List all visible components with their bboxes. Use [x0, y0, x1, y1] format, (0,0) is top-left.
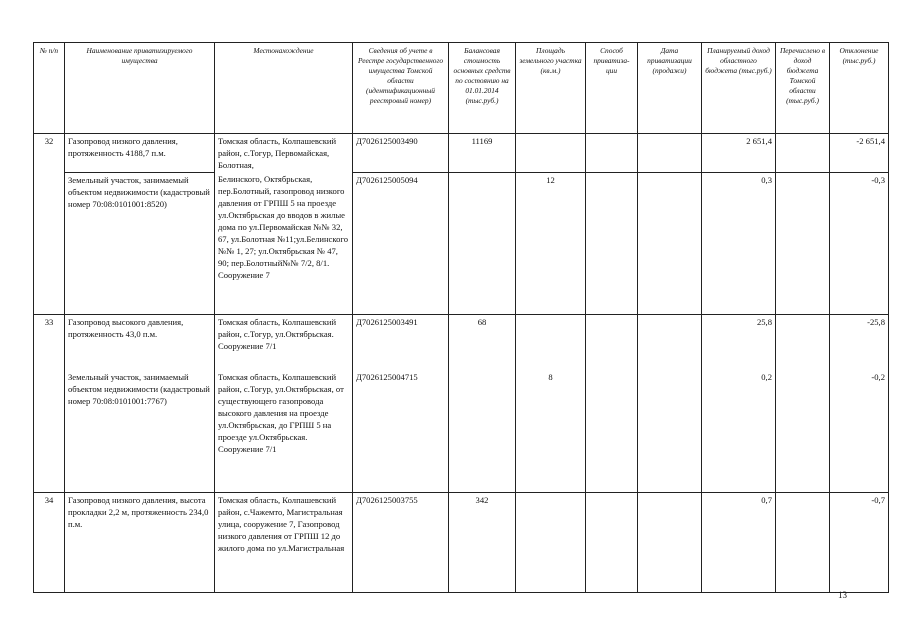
row-area — [516, 492, 586, 592]
header-location: Местонахождение — [215, 43, 353, 134]
row-date — [638, 370, 702, 492]
row-transferred — [776, 314, 830, 370]
row-name: Газопровод низкого давления, протяженность 4188,7 п.м. — [65, 134, 215, 173]
row-transferred — [776, 370, 830, 492]
row-location: Томская область, Колпашевский район, с.Чажемто, Магистральная улица, сооружение 7, Газопровод низкого давления от ГРПШ 12 до жилого дома по ул.Магистральная — [215, 492, 353, 592]
row-num — [34, 370, 65, 492]
header-name: Наименование приватизируемого имущества — [65, 43, 215, 134]
header-num: № п/п — [34, 43, 65, 134]
page-number: 13 — [838, 590, 847, 600]
row-num: 34 — [34, 492, 65, 592]
row-area: 8 — [516, 370, 586, 492]
row-planned: 25,8 — [702, 314, 776, 370]
row-balance — [449, 370, 516, 492]
row-date — [638, 134, 702, 173]
row-transferred — [776, 492, 830, 592]
row-balance: 11169 — [449, 134, 516, 173]
row-name: Земельный участок, занимаемый объектом недвижимости (кадастровый номер 70:08:0101001:7767) — [65, 370, 215, 492]
row-name: Газопровод высокого давления, протяженность 43,0 п.м. — [65, 314, 215, 370]
row-area — [516, 314, 586, 370]
row-transferred — [776, 134, 830, 173]
row-registry: Д7026125005094 — [353, 172, 449, 314]
table-row — [34, 314, 889, 370]
row-num: 32 — [34, 134, 65, 173]
header-method: Способ приватиза-ции — [586, 43, 638, 134]
row-location: Томская область, Колпашевский район, с.Тогур, ул.Октябрьская, от существующего газопровода высокого давления на проезде ул.Октябрьская, до ГРПШ 5 на проезде ул.Октябрьская. Сооружение 7/1 — [215, 370, 353, 492]
row-date — [638, 492, 702, 592]
header-planned: Планируемый доход областного бюджета (тыс.руб.) — [702, 43, 776, 134]
row-location: Томская область, Колпашевский район, с.Тогур, ул.Октябрьская. Сооружение 7/1 — [215, 314, 353, 370]
row-location: Белинского, Октябрьская, пер.Болотный, газопровод низкого давления от ГРПШ 5 на проезде ул.Октябрьская до вводов в жилые дома по ул.Первомайская №№ 32, 67, ул.Болотная №11;ул.Белинского №№ 1, 27; ул.Октябрьская № 47, 90; пер.Болотный№№ 7/2, 8/1. Сооружение 7 — [215, 172, 353, 314]
header-balance: Балансовая стоимость основных средств по состоянию на 01.01.2014 (тыс.руб.) — [449, 43, 516, 134]
row-method — [586, 370, 638, 492]
header-registry: Сведения об учете в Реестре государственного имущества Томской области (идентификационный реестровый номер) — [353, 43, 449, 134]
table-row — [34, 172, 889, 314]
table-row — [34, 134, 889, 173]
table-row — [34, 492, 889, 592]
row-method — [586, 172, 638, 314]
privatization-table — [33, 42, 889, 593]
row-registry: Д7026125003491 — [353, 314, 449, 370]
header-transferred: Перечислено в доход бюджета Томской области (тыс.руб.) — [776, 43, 830, 134]
row-method — [586, 492, 638, 592]
header-deviation: Отклонение (тыс.руб.) — [830, 43, 889, 134]
row-planned: 0,7 — [702, 492, 776, 592]
header-date: Дата приватизации (продажи) — [638, 43, 702, 134]
row-method — [586, 134, 638, 173]
row-planned: 0,3 — [702, 172, 776, 314]
header-row — [34, 43, 889, 134]
header-area: Площадь земельного участка (кв.м.) — [516, 43, 586, 134]
row-deviation: -0,7 — [830, 492, 889, 592]
row-balance: 68 — [449, 314, 516, 370]
row-registry: Д7026125003755 — [353, 492, 449, 592]
table-row — [34, 370, 889, 492]
row-deviation: -25,8 — [830, 314, 889, 370]
row-num: 33 — [34, 314, 65, 370]
row-date — [638, 314, 702, 370]
row-name: Земельный участок, занимаемый объектом недвижимости (кадастровый номер 70:08:0101001:8520) — [65, 172, 215, 314]
row-location: Томская область, Колпашевский район, с.Тогур, Первомайская, Болотная, — [215, 134, 353, 173]
row-deviation: -0,3 — [830, 172, 889, 314]
row-area: 12 — [516, 172, 586, 314]
row-method — [586, 314, 638, 370]
row-transferred — [776, 172, 830, 314]
row-deviation: -0,2 — [830, 370, 889, 492]
row-planned: 2 651,4 — [702, 134, 776, 173]
row-name: Газопровод низкого давления, высота прокладки 2,2 м, протяженность 234,0 п.м. — [65, 492, 215, 592]
row-date — [638, 172, 702, 314]
row-balance — [449, 172, 516, 314]
row-balance: 342 — [449, 492, 516, 592]
row-num — [34, 172, 65, 314]
row-planned: 0,2 — [702, 370, 776, 492]
row-registry: Д7026125003490 — [353, 134, 449, 173]
row-registry: Д7026125004715 — [353, 370, 449, 492]
row-deviation: -2 651,4 — [830, 134, 889, 173]
row-area — [516, 134, 586, 173]
